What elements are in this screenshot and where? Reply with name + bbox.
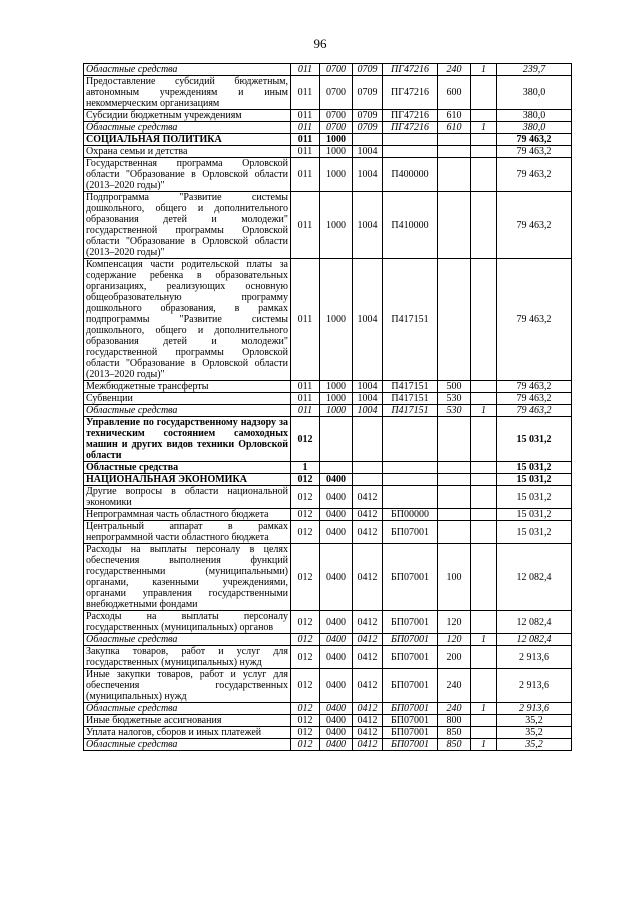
- row-section-cell: 1000: [320, 158, 353, 192]
- row-amount-cell: 239,7: [497, 64, 572, 76]
- row-subsection-cell: 0709: [353, 64, 383, 76]
- row-expense-type-cell: [438, 486, 471, 509]
- row-name-cell: Предоставление субсидий бюджетным, автономным учреждениям и иным некоммерческим организациям: [84, 76, 291, 110]
- row-amount-cell: 35,2: [497, 739, 572, 751]
- row-admin-code-cell: 012: [291, 727, 320, 739]
- row-name-cell: Иные закупки товаров, работ и услуг для обеспечения государственных (муниципальных) нужд: [84, 669, 291, 703]
- row-subsection-cell: 0709: [353, 122, 383, 134]
- row-target-article-cell: [383, 134, 438, 146]
- row-subsection-cell: 0412: [353, 521, 383, 544]
- row-name-cell: НАЦИОНАЛЬНАЯ ЭКОНОМИКА: [84, 474, 291, 486]
- row-name-cell: Областные средства: [84, 64, 291, 76]
- table-row: [84, 110, 572, 122]
- table-row: [84, 405, 572, 417]
- row-expense-type-cell: 120: [438, 634, 471, 646]
- row-funding-source-cell: 1: [471, 405, 497, 417]
- row-section-cell: 0400: [320, 611, 353, 634]
- row-section-cell: 1000: [320, 146, 353, 158]
- row-subsection-cell: 0412: [353, 739, 383, 751]
- table-row: [84, 134, 572, 146]
- table-row: [84, 544, 572, 611]
- row-amount-cell: 79 463,2: [497, 393, 572, 405]
- row-target-article-cell: ПГ47216: [383, 122, 438, 134]
- row-expense-type-cell: [438, 417, 471, 462]
- row-admin-code-cell: 012: [291, 739, 320, 751]
- row-section-cell: 1000: [320, 381, 353, 393]
- row-name-cell: Областные средства: [84, 703, 291, 715]
- row-name-cell: Субсидии бюджетным учреждениям: [84, 110, 291, 122]
- row-admin-code-cell: 1: [291, 462, 320, 474]
- row-expense-type-cell: 530: [438, 393, 471, 405]
- table-row: [84, 486, 572, 509]
- row-amount-cell: 79 463,2: [497, 405, 572, 417]
- row-name-cell: СОЦИАЛЬНАЯ ПОЛИТИКА: [84, 134, 291, 146]
- row-subsection-cell: 1004: [353, 146, 383, 158]
- row-subsection-cell: 1004: [353, 381, 383, 393]
- row-amount-cell: 12 082,4: [497, 544, 572, 611]
- row-amount-cell: 15 031,2: [497, 486, 572, 509]
- row-target-article-cell: БП07001: [383, 715, 438, 727]
- row-section-cell: 0400: [320, 727, 353, 739]
- table-row: [84, 381, 572, 393]
- row-subsection-cell: 0412: [353, 611, 383, 634]
- row-admin-code-cell: 012: [291, 509, 320, 521]
- row-name-cell: Центральный аппарат в рамках непрограммной части областного бюджета: [84, 521, 291, 544]
- row-target-article-cell: БП07001: [383, 727, 438, 739]
- row-funding-source-cell: [471, 76, 497, 110]
- row-amount-cell: 79 463,2: [497, 146, 572, 158]
- table-row: [84, 192, 572, 259]
- row-expense-type-cell: [438, 259, 471, 381]
- row-funding-source-cell: [471, 134, 497, 146]
- row-expense-type-cell: 850: [438, 727, 471, 739]
- table-row: [84, 417, 572, 462]
- row-name-cell: Государственная программа Орловской области "Образование в Орловской области (2013–2020 годы)": [84, 158, 291, 192]
- row-funding-source-cell: 1: [471, 122, 497, 134]
- row-expense-type-cell: [438, 509, 471, 521]
- row-target-article-cell: [383, 417, 438, 462]
- row-expense-type-cell: 850: [438, 739, 471, 751]
- row-admin-code-cell: 011: [291, 381, 320, 393]
- table-row: [84, 64, 572, 76]
- row-subsection-cell: [353, 474, 383, 486]
- row-name-cell: Другие вопросы в области национальной экономики: [84, 486, 291, 509]
- row-expense-type-cell: [438, 462, 471, 474]
- row-name-cell: Субвенции: [84, 393, 291, 405]
- row-admin-code-cell: 011: [291, 134, 320, 146]
- row-subsection-cell: 0412: [353, 669, 383, 703]
- row-amount-cell: 2 913,6: [497, 669, 572, 703]
- row-funding-source-cell: [471, 381, 497, 393]
- row-section-cell: 0700: [320, 64, 353, 76]
- row-funding-source-cell: [471, 462, 497, 474]
- row-subsection-cell: 0412: [353, 715, 383, 727]
- table-row: [84, 259, 572, 381]
- row-admin-code-cell: 012: [291, 646, 320, 669]
- row-subsection-cell: 1004: [353, 259, 383, 381]
- row-subsection-cell: [353, 417, 383, 462]
- row-name-cell: Подпрограмма "Развитие системы дошкольного, общего и дополнительного образования детей и молодежи" государственной программы Орловской области "Образование в Орловской области (2013–2020 годы)": [84, 192, 291, 259]
- row-funding-source-cell: 1: [471, 64, 497, 76]
- row-admin-code-cell: 012: [291, 611, 320, 634]
- row-expense-type-cell: 800: [438, 715, 471, 727]
- row-name-cell: Расходы на выплаты персоналу в целях обеспечения выполнения функций государственными (муниципальными) органами, казенными учреждениями, органами управления государственными внебюджетными фондами: [84, 544, 291, 611]
- row-amount-cell: 380,0: [497, 110, 572, 122]
- row-section-cell: 0400: [320, 646, 353, 669]
- row-target-article-cell: БП00000: [383, 509, 438, 521]
- row-name-cell: Областные средства: [84, 122, 291, 134]
- budget-table: [83, 63, 572, 751]
- row-funding-source-cell: [471, 110, 497, 122]
- row-target-article-cell: П417151: [383, 259, 438, 381]
- row-section-cell: 0700: [320, 122, 353, 134]
- row-section-cell: 1000: [320, 393, 353, 405]
- row-expense-type-cell: 610: [438, 110, 471, 122]
- row-section-cell: 0400: [320, 521, 353, 544]
- row-funding-source-cell: [471, 509, 497, 521]
- row-target-article-cell: [383, 146, 438, 158]
- row-expense-type-cell: [438, 521, 471, 544]
- row-section-cell: 0700: [320, 110, 353, 122]
- row-target-article-cell: БП07001: [383, 521, 438, 544]
- page-number: 96: [313, 36, 327, 51]
- row-section-cell: 0400: [320, 715, 353, 727]
- row-target-article-cell: [383, 474, 438, 486]
- row-admin-code-cell: 012: [291, 417, 320, 462]
- row-admin-code-cell: 012: [291, 521, 320, 544]
- row-expense-type-cell: 610: [438, 122, 471, 134]
- row-funding-source-cell: [471, 669, 497, 703]
- row-subsection-cell: 0412: [353, 646, 383, 669]
- row-amount-cell: 2 913,6: [497, 646, 572, 669]
- row-target-article-cell: [383, 462, 438, 474]
- row-funding-source-cell: [471, 474, 497, 486]
- table-row: [84, 634, 572, 646]
- row-admin-code-cell: 011: [291, 192, 320, 259]
- row-target-article-cell: П417151: [383, 405, 438, 417]
- row-section-cell: 0400: [320, 544, 353, 611]
- row-amount-cell: 79 463,2: [497, 134, 572, 146]
- row-expense-type-cell: 240: [438, 64, 471, 76]
- row-section-cell: 0400: [320, 486, 353, 509]
- row-expense-type-cell: [438, 146, 471, 158]
- row-subsection-cell: 1004: [353, 405, 383, 417]
- row-admin-code-cell: 012: [291, 474, 320, 486]
- row-amount-cell: 79 463,2: [497, 381, 572, 393]
- row-admin-code-cell: 012: [291, 715, 320, 727]
- row-expense-type-cell: 240: [438, 669, 471, 703]
- row-subsection-cell: 0709: [353, 110, 383, 122]
- row-expense-type-cell: 200: [438, 646, 471, 669]
- row-section-cell: 0400: [320, 669, 353, 703]
- table-row: [84, 393, 572, 405]
- row-admin-code-cell: 011: [291, 146, 320, 158]
- row-name-cell: Межбюджетные трансферты: [84, 381, 291, 393]
- row-funding-source-cell: [471, 544, 497, 611]
- row-funding-source-cell: 1: [471, 634, 497, 646]
- row-admin-code-cell: 012: [291, 703, 320, 715]
- row-expense-type-cell: [438, 192, 471, 259]
- row-funding-source-cell: [471, 259, 497, 381]
- row-name-cell: Управление по государственному надзору за техническим состоянием самоходных машин и других видов техники Орловской области: [84, 417, 291, 462]
- row-amount-cell: 380,0: [497, 76, 572, 110]
- row-section-cell: 0700: [320, 76, 353, 110]
- row-amount-cell: 35,2: [497, 727, 572, 739]
- table-row: [84, 521, 572, 544]
- row-funding-source-cell: [471, 486, 497, 509]
- row-target-article-cell: БП07001: [383, 544, 438, 611]
- table-row: [84, 158, 572, 192]
- row-section-cell: 1000: [320, 259, 353, 381]
- row-admin-code-cell: 011: [291, 64, 320, 76]
- row-amount-cell: 35,2: [497, 715, 572, 727]
- row-funding-source-cell: [471, 611, 497, 634]
- row-target-article-cell: ПГ47216: [383, 76, 438, 110]
- row-amount-cell: 15 031,2: [497, 474, 572, 486]
- row-funding-source-cell: 1: [471, 739, 497, 751]
- row-name-cell: Иные бюджетные ассигнования: [84, 715, 291, 727]
- row-subsection-cell: [353, 462, 383, 474]
- row-funding-source-cell: [471, 393, 497, 405]
- row-funding-source-cell: [471, 646, 497, 669]
- row-amount-cell: 79 463,2: [497, 259, 572, 381]
- row-amount-cell: 12 082,4: [497, 634, 572, 646]
- row-section-cell: 1000: [320, 134, 353, 146]
- row-name-cell: Областные средства: [84, 634, 291, 646]
- row-subsection-cell: [353, 134, 383, 146]
- table-row: [84, 76, 572, 110]
- table-row: [84, 122, 572, 134]
- row-target-article-cell: ПГ47216: [383, 64, 438, 76]
- row-expense-type-cell: 500: [438, 381, 471, 393]
- row-admin-code-cell: 011: [291, 405, 320, 417]
- row-target-article-cell: П400000: [383, 158, 438, 192]
- row-admin-code-cell: 011: [291, 393, 320, 405]
- row-name-cell: Непрограммная часть областного бюджета: [84, 509, 291, 521]
- row-expense-type-cell: 120: [438, 611, 471, 634]
- row-target-article-cell: П410000: [383, 192, 438, 259]
- row-amount-cell: 15 031,2: [497, 521, 572, 544]
- table-row: [84, 646, 572, 669]
- row-name-cell: Расходы на выплаты персоналу государственных (муниципальных) органов: [84, 611, 291, 634]
- row-section-cell: [320, 417, 353, 462]
- row-funding-source-cell: [471, 727, 497, 739]
- row-expense-type-cell: 240: [438, 703, 471, 715]
- table-body: [84, 64, 572, 751]
- table-row: [84, 669, 572, 703]
- row-amount-cell: 15 031,2: [497, 509, 572, 521]
- row-funding-source-cell: [471, 146, 497, 158]
- row-admin-code-cell: 011: [291, 110, 320, 122]
- row-section-cell: [320, 462, 353, 474]
- row-subsection-cell: 0412: [353, 703, 383, 715]
- table-row: [84, 462, 572, 474]
- table-row: [84, 715, 572, 727]
- row-amount-cell: 2 913,6: [497, 703, 572, 715]
- row-name-cell: Областные средства: [84, 462, 291, 474]
- row-section-cell: 0400: [320, 703, 353, 715]
- row-funding-source-cell: 1: [471, 703, 497, 715]
- row-funding-source-cell: [471, 417, 497, 462]
- table-row: [84, 146, 572, 158]
- table-row: [84, 611, 572, 634]
- row-target-article-cell: ПГ47216: [383, 110, 438, 122]
- row-amount-cell: 79 463,2: [497, 158, 572, 192]
- table-row: [84, 474, 572, 486]
- table-row: [84, 703, 572, 715]
- row-expense-type-cell: 530: [438, 405, 471, 417]
- row-target-article-cell: П417151: [383, 393, 438, 405]
- row-subsection-cell: 0709: [353, 76, 383, 110]
- row-section-cell: 0400: [320, 474, 353, 486]
- row-target-article-cell: БП07001: [383, 703, 438, 715]
- row-name-cell: Компенсация части родительской платы за содержание ребенка в образовательных организациях, реализующих основную общеобразовательную программу дошкольного образования, в рамках подпрограммы "Развитие системы дошкольного, общего и дополнительного образования детей и молодежи" государственной программы Орловской области "Образование в Орловской области (2013–2020 годы)": [84, 259, 291, 381]
- row-section-cell: 0400: [320, 634, 353, 646]
- row-subsection-cell: 0412: [353, 544, 383, 611]
- row-funding-source-cell: [471, 715, 497, 727]
- row-subsection-cell: 0412: [353, 486, 383, 509]
- table-row: [84, 739, 572, 751]
- row-target-article-cell: БП07001: [383, 646, 438, 669]
- row-subsection-cell: 1004: [353, 393, 383, 405]
- row-amount-cell: 79 463,2: [497, 192, 572, 259]
- row-expense-type-cell: [438, 158, 471, 192]
- row-admin-code-cell: 011: [291, 76, 320, 110]
- row-funding-source-cell: [471, 192, 497, 259]
- row-funding-source-cell: [471, 521, 497, 544]
- row-name-cell: Областные средства: [84, 405, 291, 417]
- row-admin-code-cell: 012: [291, 486, 320, 509]
- row-subsection-cell: 0412: [353, 509, 383, 521]
- row-amount-cell: 380,0: [497, 122, 572, 134]
- row-admin-code-cell: 011: [291, 259, 320, 381]
- row-subsection-cell: 0412: [353, 634, 383, 646]
- row-subsection-cell: 1004: [353, 192, 383, 259]
- row-target-article-cell: БП07001: [383, 669, 438, 703]
- row-section-cell: 1000: [320, 192, 353, 259]
- row-section-cell: 0400: [320, 509, 353, 521]
- row-name-cell: Охрана семьи и детства: [84, 146, 291, 158]
- row-target-article-cell: БП07001: [383, 611, 438, 634]
- row-expense-type-cell: [438, 474, 471, 486]
- row-target-article-cell: БП07001: [383, 634, 438, 646]
- row-admin-code-cell: 012: [291, 544, 320, 611]
- row-expense-type-cell: 100: [438, 544, 471, 611]
- row-admin-code-cell: 011: [291, 122, 320, 134]
- row-section-cell: 1000: [320, 405, 353, 417]
- row-name-cell: Уплата налогов, сборов и иных платежей: [84, 727, 291, 739]
- row-amount-cell: 15 031,2: [497, 417, 572, 462]
- row-target-article-cell: П417151: [383, 381, 438, 393]
- row-expense-type-cell: 600: [438, 76, 471, 110]
- row-admin-code-cell: 011: [291, 158, 320, 192]
- row-expense-type-cell: [438, 134, 471, 146]
- table-row: [84, 509, 572, 521]
- row-section-cell: 0400: [320, 739, 353, 751]
- row-amount-cell: 15 031,2: [497, 462, 572, 474]
- row-name-cell: Закупка товаров, работ и услуг для государственных (муниципальных) нужд: [84, 646, 291, 669]
- row-funding-source-cell: [471, 158, 497, 192]
- row-admin-code-cell: 012: [291, 669, 320, 703]
- row-target-article-cell: БП07001: [383, 739, 438, 751]
- row-subsection-cell: 0412: [353, 727, 383, 739]
- row-subsection-cell: 1004: [353, 158, 383, 192]
- row-admin-code-cell: 012: [291, 634, 320, 646]
- table-row: [84, 727, 572, 739]
- row-name-cell: Областные средства: [84, 739, 291, 751]
- row-target-article-cell: [383, 486, 438, 509]
- row-amount-cell: 12 082,4: [497, 611, 572, 634]
